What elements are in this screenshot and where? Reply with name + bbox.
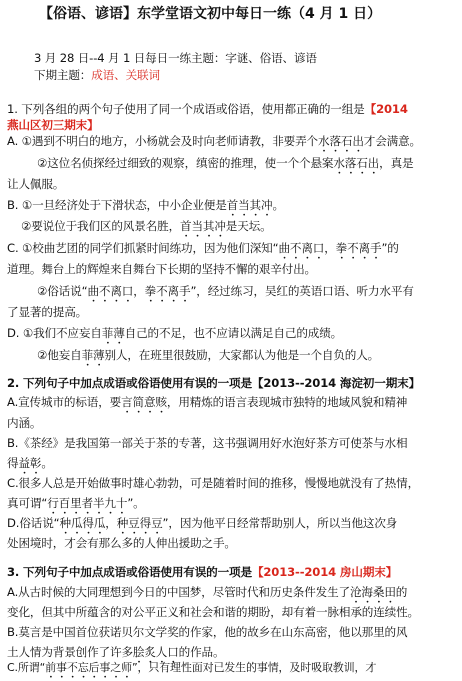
q2-stem: 2. 下列句子中加点成语或俗语使用有误的一项是【2013--2014 海淀初一期末】	[7, 376, 421, 390]
q1-a2-text: ②这位名侦探经过细致的观察，缜密的推理，使一个个悬案	[37, 156, 334, 170]
q1-d1-text: D. ①我们不应妄自	[7, 326, 102, 340]
q3-stem-text: 3. 下列句子中加点成语或俗语使用有误的一项是	[7, 565, 252, 579]
q1-b1-tail: 。	[272, 198, 284, 212]
q1-c1-tail: ”的	[381, 241, 399, 255]
q1-b2-idiom: 首当其冲	[180, 219, 226, 233]
q2-a1-tail: ，用精炼的语言表现城市独特的地域风貌和精神	[166, 395, 408, 409]
q2-a1-idiom: 言简意赅	[121, 395, 167, 409]
q2-c2-text: 真可谓“	[7, 496, 48, 510]
q1-option-c-3	[37, 284, 414, 305]
q1-c1-text: C. ①校曲艺团的同学们抓紧时间练功，因为他们深知“	[7, 241, 279, 255]
q3-a1-idiom: 沧海桑田	[349, 585, 396, 599]
q2-option-b-1: B.《茶经》是我国第一部关于茶的专著，这书强调用好水泡好茶方可使茶与水相	[7, 436, 408, 450]
q2-b2-text: 得	[7, 456, 19, 470]
q3-a1-text: A.从古时候的大同理想到今日的中国梦，尽管时代和历史条件发生了	[7, 585, 350, 599]
q3-b2-text: 土人情为背景创作了许多	[7, 645, 133, 659]
q1-option-b-1	[7, 198, 284, 219]
q1-c3-text: ②俗话说“	[37, 284, 88, 298]
q3-option-b-1: B.莫言是中国首位获诺贝尔文学奖的作家，他的故乡在山东高密，他以那里的风	[7, 625, 408, 639]
q1-stem-text: 1. 下列各组的两个句子使用了同一个成语或俗语，使用都正确的一组是	[7, 102, 365, 116]
q1-b2-text: ②要说位于我们区的风景名胜，	[21, 219, 181, 233]
q2-d1-tail: ”，因为他平日经常帮助别人，所以当他这次身	[162, 516, 398, 530]
q2-option-a-1	[7, 395, 407, 416]
q1-b1-idiom: 首当其冲	[226, 198, 273, 212]
q3-option-c-1	[7, 661, 376, 681]
q1-b2-tail: 是天坛。	[225, 219, 272, 233]
q1-c3-idiom: 曲不离口，拳不离手	[87, 284, 191, 298]
q1-source-a: 【2014	[364, 102, 408, 116]
q2-b2-idiom: 益彰	[18, 456, 42, 470]
q3-b2-idiom: 脍炙人口	[132, 645, 179, 659]
q2-option-d-2: 处困境时，才会有那么多的人伸出援助之手。	[7, 536, 236, 550]
q1-option-a-3: 让人佩服。	[7, 177, 65, 191]
q1-option-c-1	[7, 241, 399, 262]
q2-d1-idiom: 种瓜得瓜，种豆得豆	[59, 516, 163, 530]
q1-a2-tail: ，真是	[379, 156, 414, 170]
q2-option-b-2	[7, 456, 53, 477]
next-topic-line	[34, 68, 160, 82]
q3-stem	[7, 565, 397, 579]
q1-option-d-1	[7, 326, 342, 347]
q1-d1-tail: 自己的不足，也不应请以满足自己的成绩。	[124, 326, 343, 340]
schedule-line: 3 月 28 日--4 月 1 日每日一练主题：字谜、俗语、谚语	[34, 51, 317, 65]
q1-d2-idiom: 菲薄	[81, 348, 105, 362]
q1-a1-text: A. ①遇到不明白的地方，小杨就会及时向老师请教，非要弄个	[7, 134, 318, 148]
q1-option-d-2	[37, 348, 379, 369]
q1-a2-idiom: 水落石出	[333, 156, 380, 170]
q2-option-c-2	[7, 496, 145, 517]
q1-option-b-2	[21, 219, 272, 240]
q3-a1-tail: 的	[395, 585, 408, 599]
q1-c1-idiom: 曲不离口，拳不离手	[278, 241, 382, 255]
q1-d2-tail: 别人，在班里很鼓励，大家都认为他是一个自负的人。	[104, 348, 380, 362]
q1-option-c-4: 了显著的提高。	[7, 305, 88, 319]
q1-source-b: 燕山区初三期末】	[7, 118, 99, 132]
q1-option-c-2: 道理。舞台上的辉煌来自舞台下长期的坚持不懈的艰辛付出。	[7, 262, 316, 276]
q1-option-a-1	[7, 134, 421, 155]
q1-option-a-2	[37, 156, 413, 177]
q1-c3-tail: ”，经过练习，吴红的英语口语、听力水平有	[190, 284, 414, 298]
q3-b2-tail: 的作品。	[178, 645, 225, 659]
q1-d1-idiom: 菲薄	[101, 326, 125, 340]
page-title: 【俗语、谚语】东学堂语文初中每日一练（4 月 1 日）	[39, 6, 382, 22]
q1-b1-text: B. ①一旦经济处于下滑状态，中小企业便是	[7, 198, 227, 212]
q1-a1-tail: 才会满意。	[363, 134, 422, 148]
q3-option-a-2: 变化，但其中所蕴含的对公平正义和社会和谐的期盼，却有着一脉相承的连续性。	[7, 605, 419, 619]
q2-option-c-1: C.很多人总是开始做事时雄心勃勃，可是随着时间的推移，慢慢地就没有了热情，	[7, 476, 420, 490]
q2-c2-idiom: 行百里者半九十	[47, 496, 128, 510]
q1-d2-text: ②他妄自	[37, 348, 82, 362]
q2-d1-text: D.俗话说“	[7, 516, 60, 530]
next-topic-label: 下期主题：	[34, 68, 92, 82]
q3-c1-idiom: 前事不忘后事之师	[45, 661, 132, 674]
q2-c2-tail: ”。	[127, 496, 145, 510]
q1-stem	[7, 102, 408, 116]
q2-option-a-2: 内涵。	[7, 416, 42, 430]
next-topic-value: 成语、关联词	[91, 68, 160, 82]
q3-c1-text: C.所谓“	[7, 661, 46, 674]
q1-a1-idiom: 水落石出	[318, 134, 364, 148]
q3-option-a-1	[7, 585, 407, 606]
q2-b2-tail: 。	[41, 456, 53, 470]
q3-source: 【2013--2014 房山期末】	[251, 565, 398, 579]
q3-c1-tail: ”，只有理性面对已发生的事情，及时吸取教训，才	[131, 661, 377, 674]
q2-a1-text: A.宣传城市的标语，要	[7, 395, 122, 409]
q2-option-d-1	[7, 516, 397, 537]
